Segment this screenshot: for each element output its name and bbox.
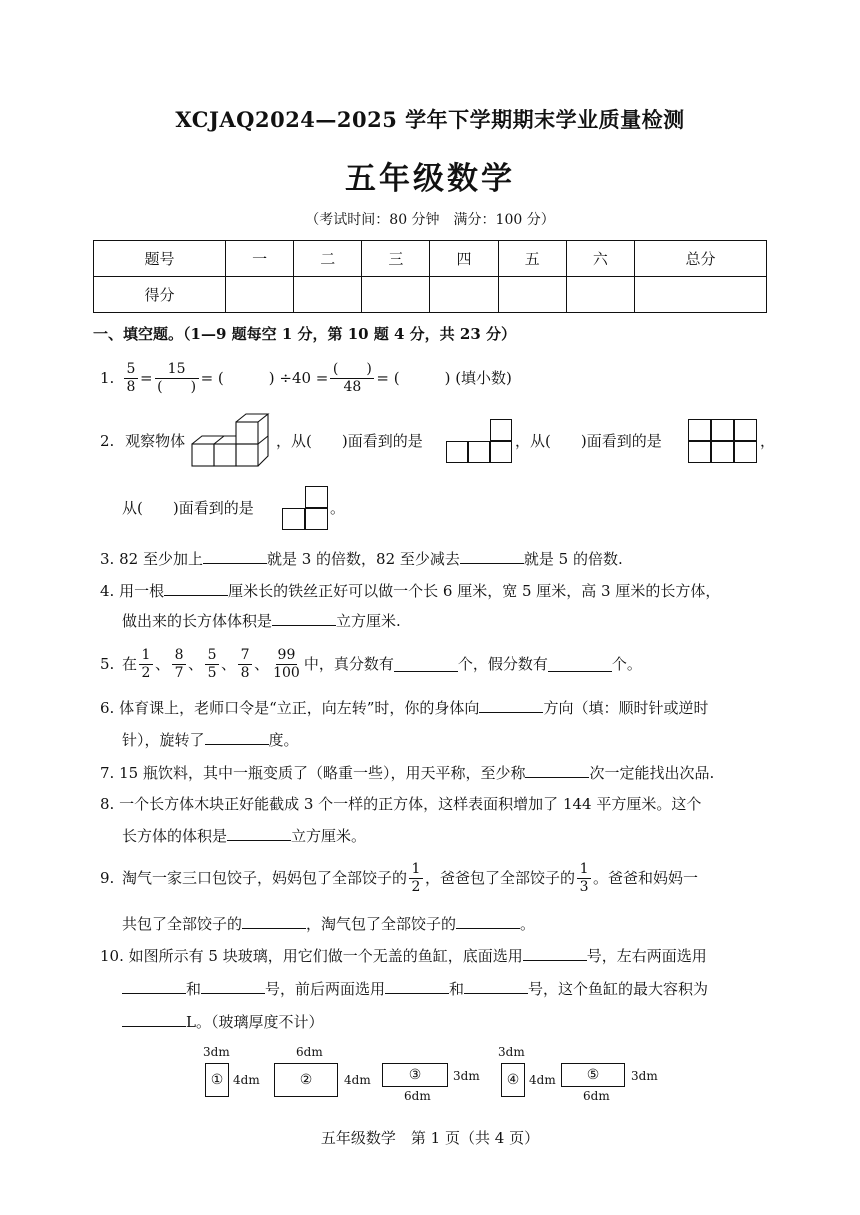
question-8-line-2: 长方体的体积是 立方厘米。 [122, 827, 367, 845]
question-number: 3. [100, 550, 115, 568]
question-number: 8. [100, 795, 115, 813]
score-table-header-row [94, 241, 767, 277]
score-cell[interactable] [294, 277, 362, 313]
question-10-line-2: 和 号，前后两面选用 和 号，这个鱼缸的最大容积为 [122, 978, 708, 1000]
question-2-text-b: ，从( )面看到的是 [515, 432, 662, 450]
answer-blank[interactable] [385, 979, 449, 994]
glass-dimension: 6dm [583, 1089, 610, 1103]
question-8: 8. 一个长方体木块正好能截成 3 个一样的正方体，这样表面积增加了 144 平方厘米。这个 [100, 795, 702, 813]
question-number: 6. [100, 699, 115, 717]
score-table [93, 240, 767, 313]
answer-blank[interactable] [394, 657, 458, 672]
question-number: 5. [100, 655, 115, 673]
score-header-cell: 四 [430, 241, 498, 277]
fraction: $\frac{8}{7}$ [172, 647, 186, 682]
question-5: 5. 在 $\frac{1}{2}$ 、 $\frac{8}{7}$ 、 $\frac{5}{5}$ 、 $\frac{7}{8}$ 、 $\frac{99}{100}$ 中，真分数有 个，假分数有 个。 [100, 646, 642, 681]
glass-dimension: 6dm [296, 1045, 323, 1059]
score-cell[interactable] [566, 277, 634, 313]
view-shape-1 [446, 419, 512, 463]
fraction: $\frac{7}{8}$ [238, 647, 252, 682]
fraction: $\frac{5}{5}$ [205, 647, 219, 682]
score-header-cell: 题号 [94, 241, 226, 277]
answer-blank[interactable] [479, 698, 543, 713]
fraction: $\frac{1}{2}$ [139, 647, 153, 682]
fraction: $\frac{99}{100}$ [273, 646, 300, 681]
fraction: $\frac{5}{8}$ [124, 361, 138, 396]
answer-blank[interactable] [272, 611, 336, 626]
fraction: $\frac{15}{( )}$ [155, 361, 199, 396]
answer-blank[interactable] [460, 549, 524, 564]
answer-blank[interactable] [242, 914, 306, 929]
question-10-line-3: L。（玻璃厚度不计） [122, 1011, 323, 1033]
glass-dimension: 3dm [203, 1045, 230, 1059]
score-cell[interactable] [634, 277, 766, 313]
score-row-label: 得分 [94, 277, 226, 313]
answer-blank[interactable] [203, 549, 267, 564]
question-6-line-2: 针），旋转了 度。 [122, 731, 299, 749]
view-shape-2 [688, 419, 757, 463]
score-cell[interactable] [362, 277, 430, 313]
question-number: 1. [100, 369, 115, 387]
question-number: 4. [100, 582, 115, 600]
question-2-text-a: ，从( )面看到的是 [276, 432, 423, 450]
question-9: 9. 淘气一家三口包饺子，妈妈包了全部饺子的 $\frac{1}{2}$ ，爸爸包了全部饺子的 $\frac{1}{3}$ 。爸爸和妈妈一 [100, 860, 699, 895]
cube-stack-figure [190, 412, 276, 468]
glass-piece: ② [274, 1063, 338, 1097]
score-cell[interactable] [498, 277, 566, 313]
score-header-cell: 六 [566, 241, 634, 277]
score-header-cell: 总分 [634, 241, 766, 277]
glass-dimension: 3dm [631, 1069, 658, 1083]
glass-dimension: 6dm [404, 1089, 431, 1103]
answer-blank[interactable] [523, 946, 587, 961]
answer-blank[interactable] [164, 581, 228, 596]
question-1: 1. $\frac{5}{8}$ = $\frac{15}{( )}$ = ( ) ÷40 = $\frac{( )}{48}$ = ( ) (填小数) [100, 360, 512, 395]
answer-blank[interactable] [525, 763, 589, 778]
view-shape-3 [282, 486, 328, 530]
score-cell[interactable] [430, 277, 498, 313]
score-header-cell: 五 [498, 241, 566, 277]
glass-piece: ① [205, 1063, 229, 1097]
answer-blank[interactable] [122, 979, 186, 994]
fraction: $\frac{( )}{48}$ [330, 361, 374, 396]
question-10: 10. 如图所示有 5 块玻璃，用它们做一个无盖的鱼缸，底面选用 号，左右两面选用 [100, 947, 707, 965]
glass-piece: ④ [501, 1063, 525, 1097]
glass-piece: ⑤ [561, 1063, 625, 1087]
glass-dimension: 4dm [233, 1073, 260, 1087]
answer-blank[interactable] [548, 657, 612, 672]
page-footer: 五年级数学 第 1 页（共 4 页） [320, 1129, 540, 1147]
exam-info: （考试时间：80 分钟 满分：100 分） [305, 212, 555, 228]
glass-piece: ③ [382, 1063, 448, 1087]
question-number: 9. [100, 869, 115, 887]
answer-blank[interactable] [464, 979, 528, 994]
fraction: $\frac{1}{2}$ [409, 861, 423, 896]
exam-subject: 五年级数学 [345, 161, 515, 197]
question-4: 4. 用一根 厘米长的铁丝正好可以做一个长 6 厘米，宽 5 厘米，高 3 厘米的长方体， [100, 582, 721, 600]
score-header-cell: 一 [226, 241, 294, 277]
score-cell[interactable] [226, 277, 294, 313]
answer-blank[interactable] [456, 914, 520, 929]
question-6: 6. 体育课上，老师口令是“立正，向左转”时，你的身体向 方向（填：顺时针或逆时 [100, 699, 709, 717]
answer-blank[interactable] [205, 730, 269, 745]
answer-blank[interactable] [227, 826, 291, 841]
question-2-text-c: 从( )面看到的是 [122, 499, 254, 517]
question-number: 7. [100, 764, 115, 782]
question-number: 10. [100, 947, 124, 965]
question-number: 2. [100, 432, 115, 450]
fraction: $\frac{1}{3}$ [577, 861, 591, 896]
question-4-line-2: 做出来的长方体体积是 立方厘米. [122, 612, 401, 630]
question-2: 2. 观察物体 [100, 432, 186, 450]
glass-dimension: 3dm [453, 1069, 480, 1083]
glass-dimension: 3dm [498, 1045, 525, 1059]
section-title: 一、填空题。（1—9 题每空 1 分，第 10 题 4 分，共 23 分） [93, 325, 516, 343]
question-2-period: 。 [330, 499, 346, 517]
glass-dimension: 4dm [529, 1073, 556, 1087]
score-header-cell: 三 [362, 241, 430, 277]
glass-dimension: 4dm [344, 1073, 371, 1087]
score-table-score-row [94, 277, 767, 313]
question-2-comma: ， [760, 432, 776, 450]
exam-title: XCJAQ2024—2025 学年下学期期末学业质量检测 [175, 107, 685, 132]
question-3: 3. 82 至少加上 就是 3 的倍数，82 至少减去 就是 5 的倍数. [100, 550, 623, 568]
answer-blank[interactable] [122, 1012, 186, 1027]
score-header-cell: 二 [294, 241, 362, 277]
question-9-line-2: 共包了全部饺子的 ，淘气包了全部饺子的 。 [122, 915, 536, 933]
question-7: 7. 15 瓶饮料，其中一瓶变质了（略重一些），用天平称，至少称 次一定能找出次品. [100, 764, 715, 782]
answer-blank[interactable] [201, 979, 265, 994]
